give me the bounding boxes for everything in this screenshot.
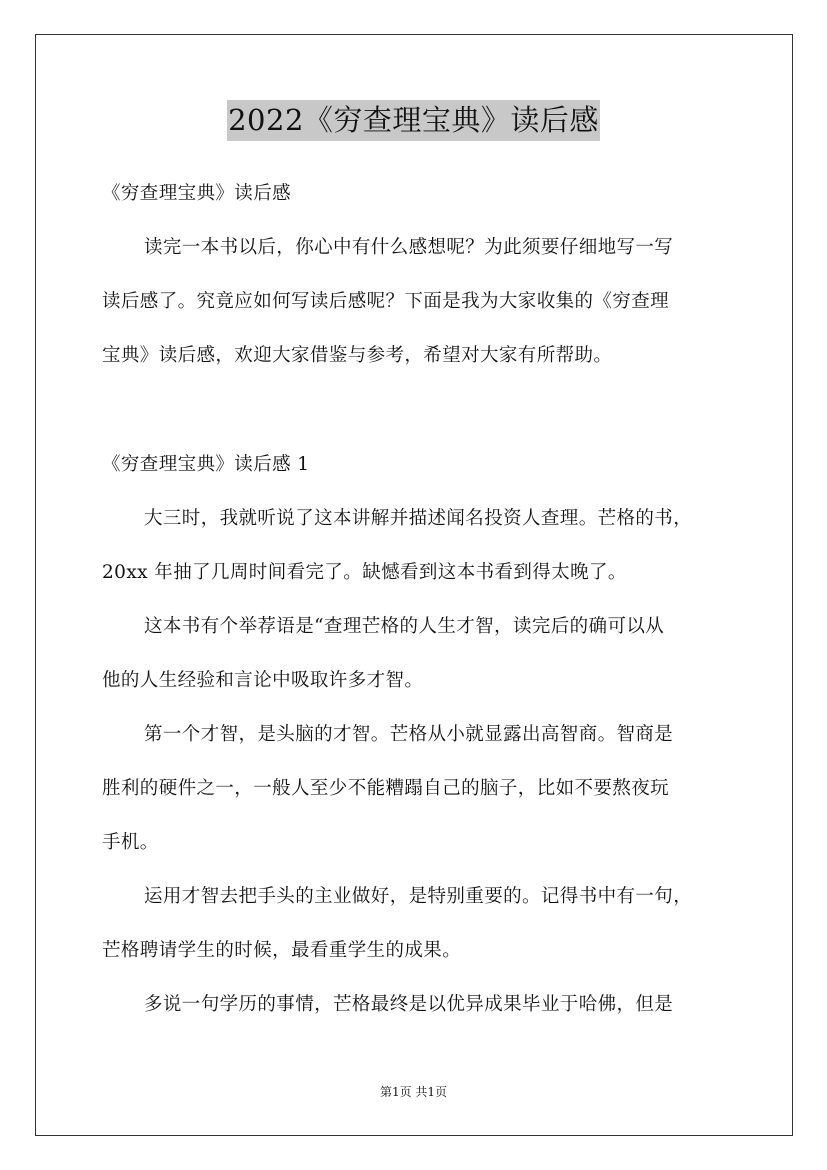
page-footer: 第1页 共1页 bbox=[379, 1085, 448, 1099]
intro-line: 读完一本书以后，你心中有什么感想呢？为此须要仔细地写一写 bbox=[144, 237, 674, 258]
body-line: 20xx 年抽了几周时间看完了。缺憾看到这本书看到得太晚了。 bbox=[102, 562, 627, 583]
body-line: 这本书有个举荐语是“查理芒格的人生才智，读完后的确可以从 bbox=[144, 616, 665, 637]
intro-line: 宝典》读后感，欢迎大家借鉴与参考，希望对大家有所帮助。 bbox=[102, 345, 613, 366]
section-heading: 《穷查理宝典》读后感 1 bbox=[102, 454, 310, 475]
body-line: 胜利的硬件之一，一般人至少不能糟蹋自己的脑子，比如不要熬夜玩 bbox=[102, 778, 670, 799]
body-line: 多说一句学历的事情，芒格最终是以优异成果毕业于哈佛，但是 bbox=[144, 994, 674, 1015]
body-line: 大三时，我就听说了这本讲解并描述闻名投资人查理。芒格的书， bbox=[144, 508, 693, 529]
intro-line: 读后感了。究竟应如何写读后感呢？下面是我为大家收集的《穷查理 bbox=[102, 291, 670, 312]
body-line: 他的人生经验和言论中吸取许多才智。 bbox=[102, 670, 424, 691]
title-container bbox=[0, 100, 827, 141]
body-line: 手机。 bbox=[102, 832, 159, 853]
document-title: 2022《穷查理宝典》读后感 bbox=[227, 100, 600, 141]
body-line: 第一个才智，是头脑的才智。芒格从小就显露出高智商。智商是 bbox=[144, 724, 674, 745]
subtitle: 《穷查理宝典》读后感 bbox=[102, 183, 292, 204]
body-line: 运用才智去把手头的主业做好，是特别重要的。记得书中有一句， bbox=[144, 886, 693, 907]
body-line: 芒格聘请学生的时候，最看重学生的成果。 bbox=[102, 940, 462, 961]
